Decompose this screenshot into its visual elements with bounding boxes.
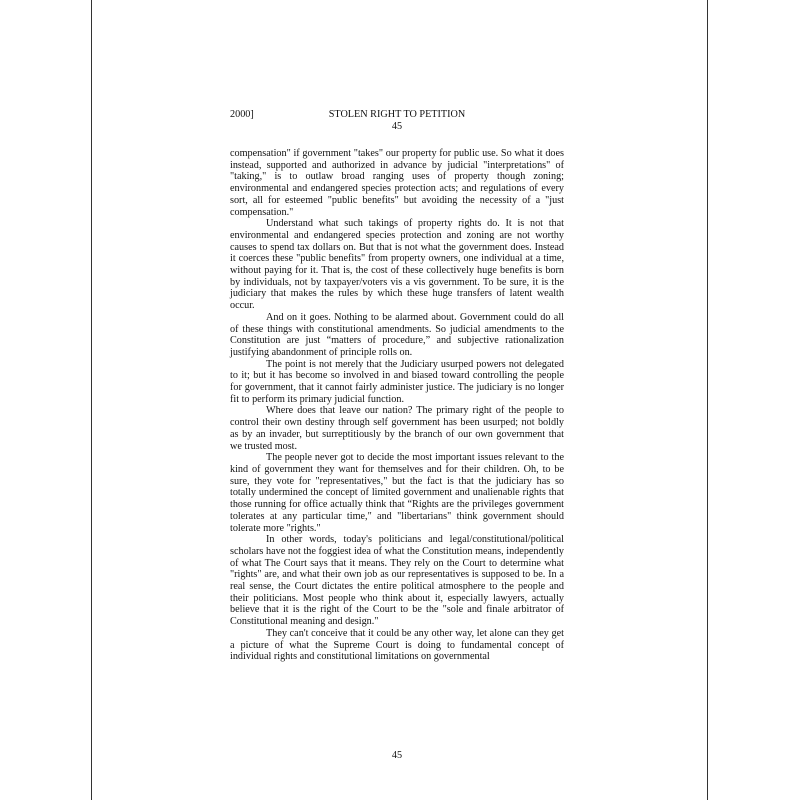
- paragraph: compensation" if government "takes" our property for public use. So what it does instead, supported and authorized in advance by judicial "interpretations" of "taking," is to outlaw broad ranging uses of property though zoning; environmental and endangered species protection acts; and regulations of every sort, all for esteemed "public benefits" but avoiding the necessity of a "just compensation.": [230, 148, 564, 218]
- paragraph: Understand what such takings of property rights do. It is not that environmental and endangered species protection and zoning are not worthy causes to spend tax dollars on. But that is not what the government does. Instead it coerces these "public benefits" from property owners, one individual at a time, without paying for it. That is, the cost of these collectively huge benefits is born by individuals, not by taxpayer/voters vis a vis government. To be sure, it is the judiciary that makes the rules by which these huge transfers of latent wealth occur.: [230, 218, 564, 312]
- paragraph: And on it goes. Nothing to be alarmed about. Government could do all of these things with constitutional amendments. So judicial amendments to the Constitution are just “matters of procedure,” and subjective rationalization justifying abandonment of principle rolls on.: [230, 311, 564, 358]
- paragraph: The point is not merely that the Judiciary usurped powers not delegated to it; but it has become so involved in and biased toward controlling the people for government, that it cannot fairly administer justice. The judiciary is no longer fit to perform its primary judicial function.: [230, 358, 564, 405]
- document-page: [91, 0, 708, 800]
- paragraph: They can't conceive that it could be any other way, let alone can they get a picture of what the Supreme Court is doing to fundamental concept of individual rights and constitutional limitations on governmental: [230, 627, 564, 663]
- paragraph: Where does that leave our nation? The primary right of the people to control their own destiny through self government has been usurped; not boldly as by an invader, but surreptitiously by the branch of our own government that we trusted most.: [230, 405, 564, 452]
- paragraph: The people never got to decide the most important issues relevant to the kind of government they want for themselves and for their children. Oh, to be sure, they vote for "representatives," but the fact is that the judiciary has so totally undermined the concept of limited government and unalienable rights that those running for office actually think that “Rights are the privileges government tolerates at any particular time," and "libertarians" think government should tolerate more "rights.": [230, 452, 564, 534]
- header-page-number: 45: [391, 121, 403, 132]
- footer-page-number: 45: [391, 750, 403, 761]
- paragraph: In other words, today's politicians and legal/constitutional/political scholars have not the foggiest idea of what the Constitution means, independently of what The Court says that it means. They rely on the Court to determine what "rights" are, and what their own job as our representatives is supposed to be. In a real sense, the Court dictates the entire political atmosphere to the people and their politicians. Most people who think about it, especially lawyers, actually believe that it is the right of the Court to be the "sole and finale arbitrator of Constitutional meaning and design.": [230, 534, 564, 628]
- header-title: STOLEN RIGHT TO PETITION: [328, 109, 466, 120]
- body-text: [230, 148, 564, 663]
- header-year: 2000]: [230, 109, 254, 120]
